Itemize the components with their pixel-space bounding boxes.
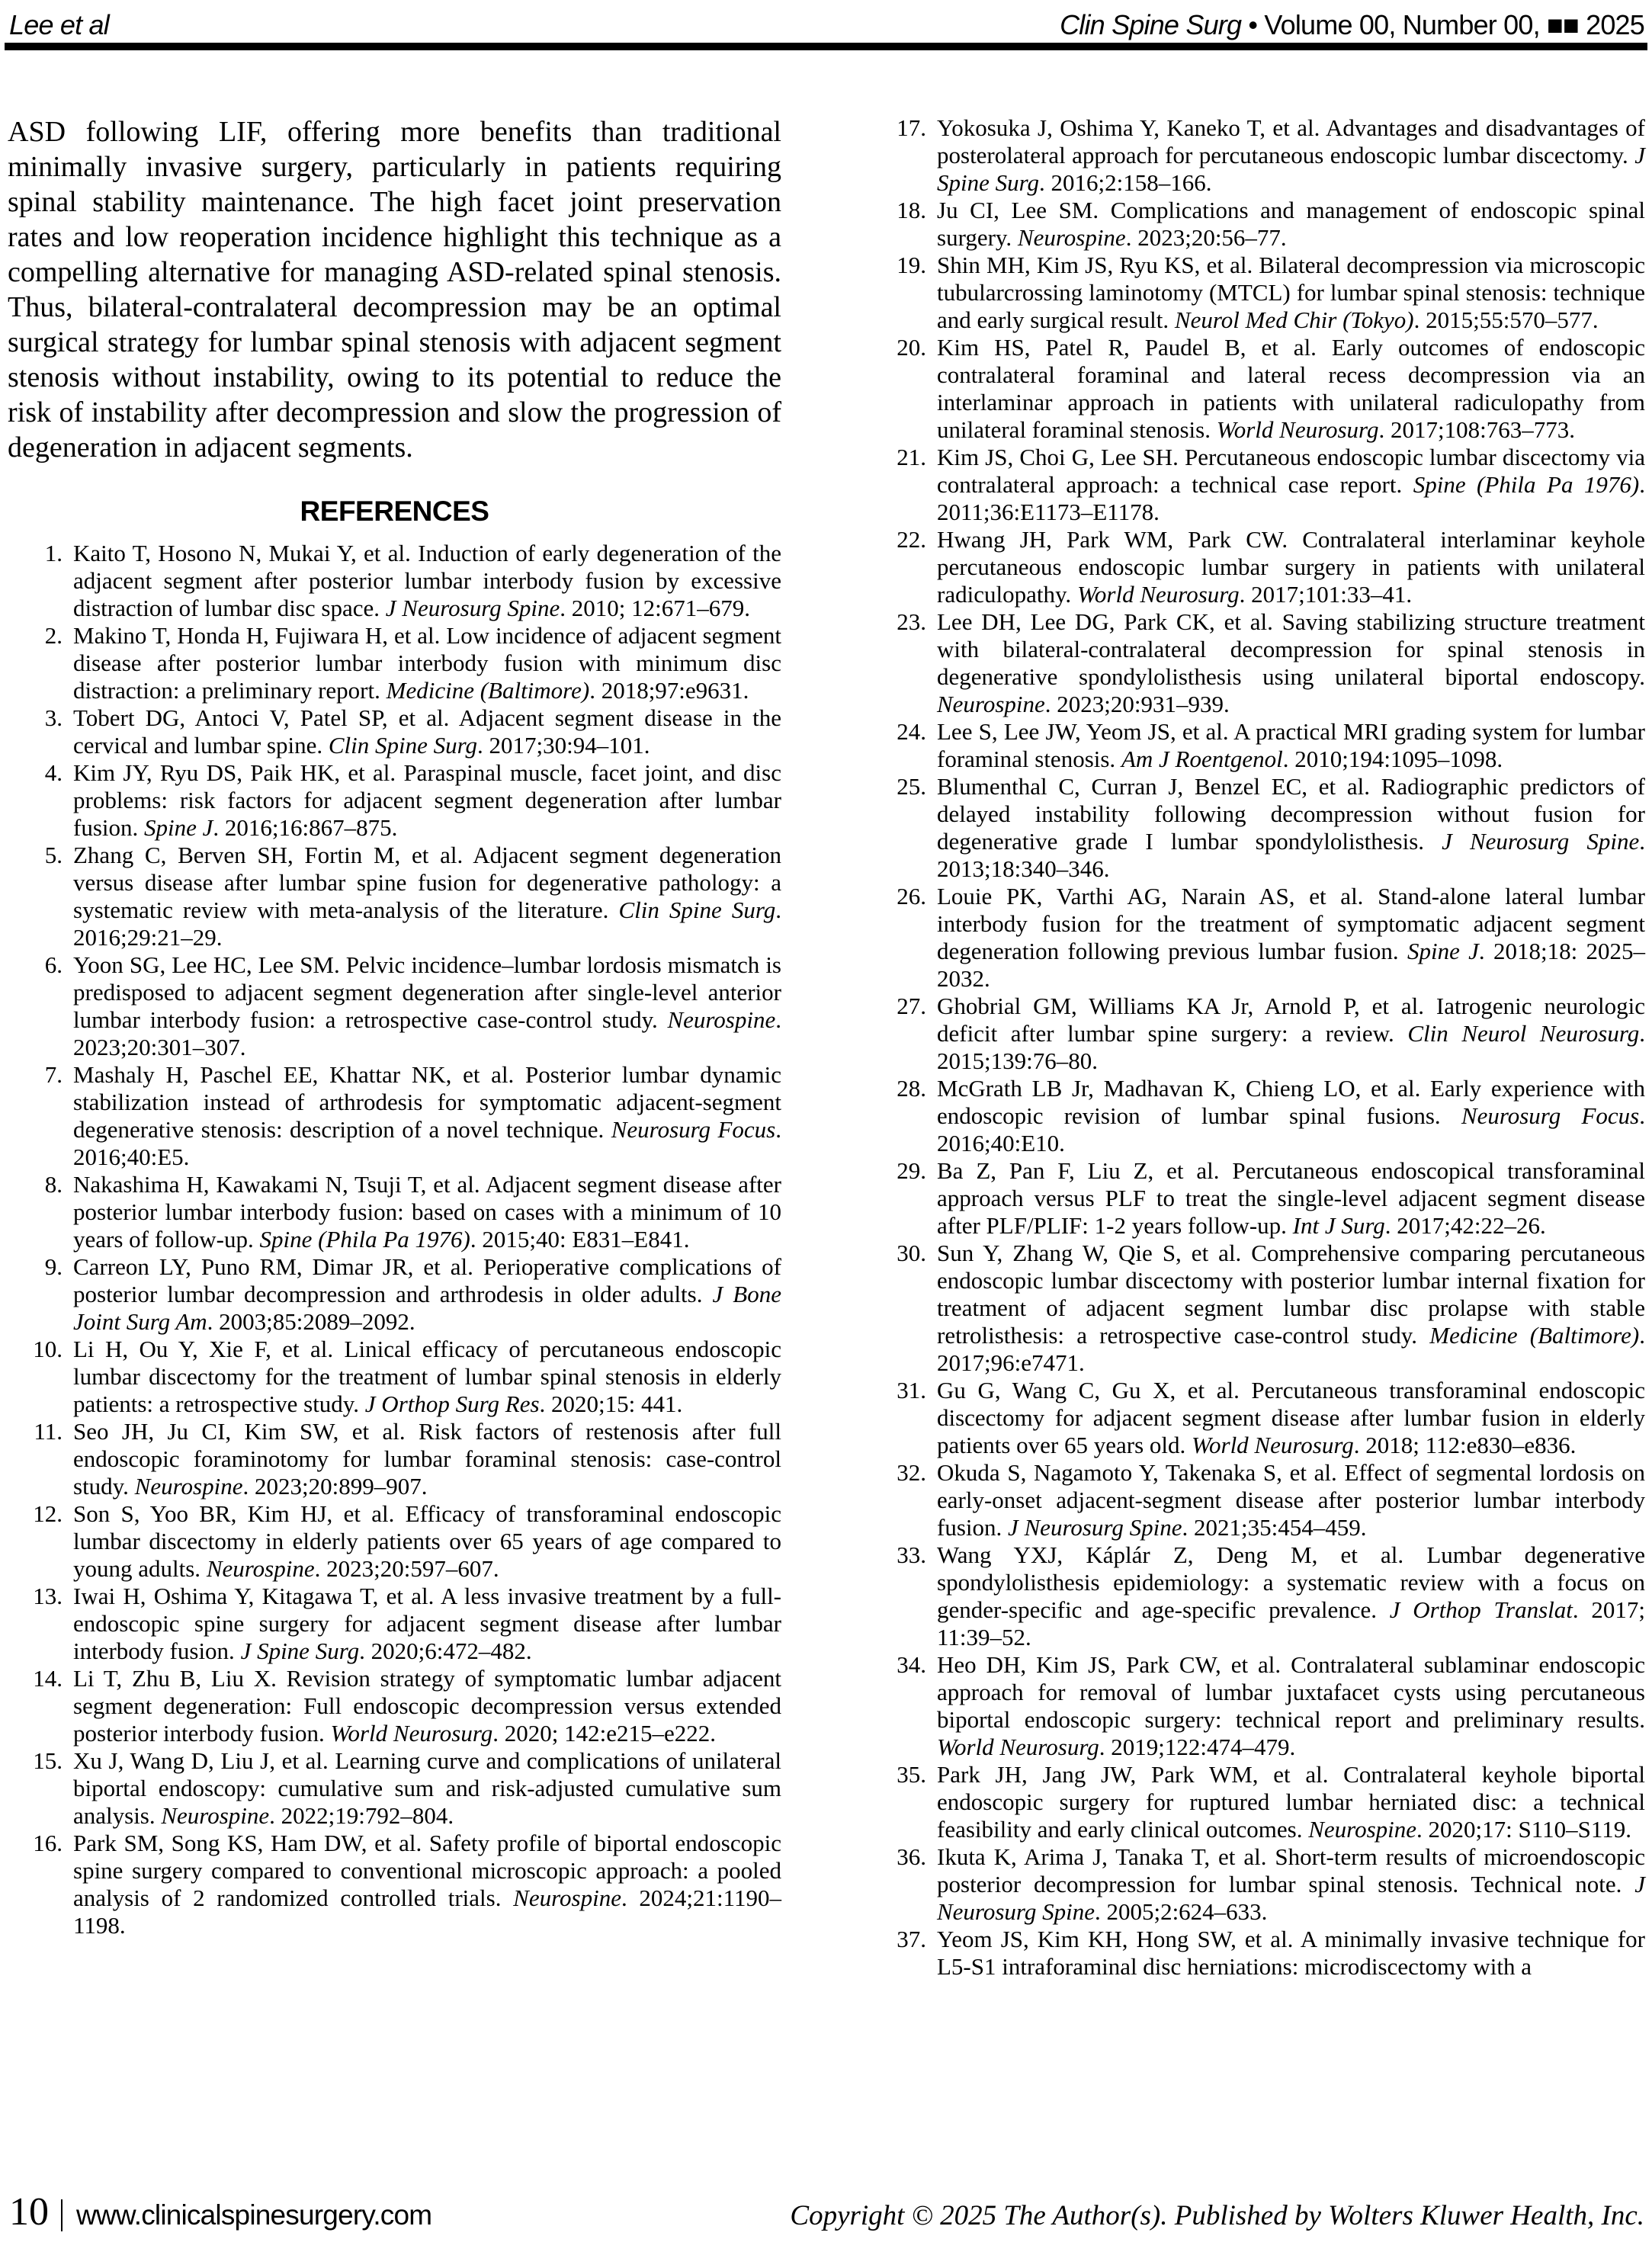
copyright-text: Copyright © 2025 The Author(s). Published by Wolters Kluwer Health, Inc. xyxy=(790,2200,1644,2231)
reference-number: 24. xyxy=(897,718,926,745)
reference-item xyxy=(8,1830,781,1939)
reference-number: 1. xyxy=(44,540,63,566)
right-column xyxy=(871,114,1645,1981)
journal-website-url: www.clinicalspinesurgery.com xyxy=(76,2199,432,2231)
reference-text: Li H, Ou Y, Xie F, et al. Linical efficacy of percutaneous endoscopic lumbar discectomy for the treatment of lumbar spinal stenosis in elderly patients: a retrospective study. J Orthop Surg Res. 2020;15: 441. xyxy=(73,1336,781,1417)
reference-item xyxy=(871,1377,1645,1459)
reference-number: 8. xyxy=(44,1171,63,1198)
reference-item xyxy=(8,1171,781,1253)
reference-number: 28. xyxy=(897,1075,926,1102)
reference-item xyxy=(8,1253,781,1336)
reference-number: 29. xyxy=(897,1157,926,1184)
reference-item xyxy=(8,951,781,1061)
reference-item xyxy=(8,540,781,622)
reference-text: Kaito T, Hosono N, Mukai Y, et al. Induction of early degeneration of the adjacent segment after posterior lumbar interbody fusion by excessive distraction of lumbar disc space. J Neurosurg Spine. 2010; 12:671–679. xyxy=(73,540,781,621)
reference-number: 17. xyxy=(897,114,926,141)
left-column xyxy=(8,114,781,1981)
reference-text: Kim HS, Patel R, Paudel B, et al. Early outcomes of endoscopic contralateral foraminal and lateral recess decompression via an interlaminar approach in patients with unilateral radiculopathy from unilateral foraminal stenosis. World Neurosurg. 2017;108:763–773. xyxy=(937,334,1645,443)
reference-text: Yoon SG, Lee HC, Lee SM. Pelvic incidence–lumbar lordosis mismatch is predisposed to adjacent segment degeneration after single-level anterior lumbar interbody fusion: a retrospective case-control study. Neurospine. 2023;20:301–307. xyxy=(73,951,781,1060)
reference-item xyxy=(8,1747,781,1830)
two-column-body xyxy=(8,114,1645,1981)
reference-number: 26. xyxy=(897,883,926,909)
reference-text: Shin MH, Kim JS, Ryu KS, et al. Bilateral decompression via microscopic tubularcrossing laminotomy (MTCL) for lumbar spinal stenosis: technique and early surgical result. Neurol Med Chir (Tokyo). 2015;55:570–577. xyxy=(937,252,1645,333)
reference-item xyxy=(871,1459,1645,1541)
reference-number: 18. xyxy=(897,197,926,223)
reference-item xyxy=(8,842,781,951)
reference-text: Xu J, Wang D, Liu J, et al. Learning curve and complications of unilateral biportal endoscopy: cumulative sum and risk-adjusted cumulative sum analysis. Neurospine. 2022;19:792–804. xyxy=(73,1747,781,1829)
page-header xyxy=(9,9,1644,41)
reference-text: Son S, Yoo BR, Kim HJ, et al. Efficacy of transforaminal endoscopic lumbar discectomy in elderly patients over 65 years of age compared to young adults. Neurospine. 2023;20:597–607. xyxy=(73,1500,781,1582)
reference-item xyxy=(871,1843,1645,1926)
reference-number: 12. xyxy=(33,1500,63,1527)
reference-item xyxy=(871,1075,1645,1157)
reference-number: 21. xyxy=(897,444,926,470)
reference-item xyxy=(8,622,781,704)
reference-item xyxy=(871,1157,1645,1240)
reference-item xyxy=(871,197,1645,252)
reference-number: 10. xyxy=(33,1336,63,1362)
footer-divider xyxy=(61,2199,63,2231)
reference-text: Mashaly H, Paschel EE, Khattar NK, et al. Posterior lumbar dynamic stabilization instead of arthrodesis for symptomatic adjacent-segment degenerative stenosis: description of a novel technique. Neurosurg Focus. 2016;40:E5. xyxy=(73,1061,782,1170)
reference-text: Yeom JS, Kim KH, Hong SW, et al. A minimally invasive technique for L5-S1 intraforaminal disc herniations: microdiscectomy with a xyxy=(937,1926,1645,1980)
page-number: 10 xyxy=(9,2190,49,2234)
reference-list-left xyxy=(8,540,781,1939)
reference-text: Ikuta K, Arima J, Tanaka T, et al. Short-term results of microendoscopic posterior decompression for lumbar spinal stenosis. Technical note. J Neurosurg Spine. 2005;2:624–633. xyxy=(937,1843,1645,1925)
reference-item xyxy=(871,1240,1645,1377)
reference-number: 33. xyxy=(897,1541,926,1568)
reference-number: 30. xyxy=(897,1240,926,1266)
reference-number: 5. xyxy=(44,842,63,868)
reference-number: 3. xyxy=(44,704,63,731)
reference-number: 15. xyxy=(33,1747,63,1774)
reference-item xyxy=(8,1336,781,1418)
reference-item xyxy=(8,1500,781,1583)
reference-text: McGrath LB Jr, Madhavan K, Chieng LO, et al. Early experience with endoscopic revision of lumbar spinal fusions. Neurosurg Focus. 2016;40:E10. xyxy=(937,1075,1645,1156)
reference-item xyxy=(871,114,1645,197)
reference-number: 32. xyxy=(897,1459,926,1486)
reference-number: 25. xyxy=(897,773,926,800)
reference-item xyxy=(871,993,1645,1075)
reference-number: 11. xyxy=(34,1418,63,1445)
reference-item xyxy=(871,1761,1645,1843)
reference-number: 35. xyxy=(897,1761,926,1788)
reference-text: Lee S, Lee JW, Yeom JS, et al. A practical MRI grading system for lumbar foraminal stenosis. Am J Roentgenol. 2010;194:1095–1098. xyxy=(937,718,1645,772)
reference-item xyxy=(871,1541,1645,1651)
references-heading: REFERENCES xyxy=(300,496,489,527)
reference-list-right xyxy=(871,114,1645,1981)
reference-text: Makino T, Honda H, Fujiwara H, et al. Low incidence of adjacent segment disease after posterior lumbar interbody fusion with minimum disc distraction: a preliminary report. Medicine (Baltimore). 2018;97:e9631. xyxy=(73,622,781,704)
reference-number: 23. xyxy=(897,608,926,635)
reference-item xyxy=(871,1651,1645,1761)
reference-item xyxy=(871,773,1645,883)
reference-text: Carreon LY, Puno RM, Dimar JR, et al. Perioperative complications of posterior lumbar decompression and arthrodesis in older adults. J Bone Joint Surg Am. 2003;85:2089–2092. xyxy=(73,1253,781,1335)
reference-text: Park JH, Jang JW, Park WM, et al. Contralateral keyhole biportal endoscopic surgery for ruptured lumbar herniated disc: a technical feasibility and early clinical outcomes. Neurospine. 2020;17: S110–S119. xyxy=(937,1761,1645,1843)
reference-item xyxy=(871,252,1645,334)
reference-text: Louie PK, Varthi AG, Narain AS, et al. Stand-alone lateral lumbar interbody fusion for the treatment of symptomatic adjacent segment degeneration following previous lumbar fusion. Spine J. 2018;18: 2025–2032. xyxy=(937,883,1645,992)
reference-text: Yokosuka J, Oshima Y, Kaneko T, et al. Advantages and disadvantages of posterolateral approach for percutaneous endoscopic lumbar discectomy. J Spine Surg. 2016;2:158–166. xyxy=(937,114,1645,196)
reference-item xyxy=(871,718,1645,773)
reference-item xyxy=(871,526,1645,608)
reference-number: 4. xyxy=(44,759,63,786)
reference-item xyxy=(871,608,1645,718)
reference-text: Blumenthal C, Curran J, Benzel EC, et al. Radiographic predictors of delayed instability following decompression without fusion for degenerative grade I lumbar spondylolisthesis. J Neurosurg Spine. 2013;18:340–346. xyxy=(937,773,1645,882)
reference-item xyxy=(8,1665,781,1747)
reference-item xyxy=(8,1061,781,1171)
reference-text: Nakashima H, Kawakami N, Tsuji T, et al. Adjacent segment disease after posterior lumbar interbody fusion: based on cases with a minimum of 10 years of follow-up. Spine (Phila Pa 1976). 2015;40: E831–E841. xyxy=(73,1171,781,1253)
reference-text: Zhang C, Berven SH, Fortin M, et al. Adjacent segment degeneration versus disease after lumbar spine fusion for degenerative pathology: a systematic review with meta-analysis of the literature. Clin Spine Surg. 2016;29:21–29. xyxy=(73,842,781,951)
reference-text: Sun Y, Zhang W, Qie S, et al. Comprehensive comparing percutaneous endoscopic lumbar discectomy with posterior lumbar internal fixation for treatment of adjacent segment lumbar disc prolapse with stable retrolisthesis: a retrospective case-control study. Medicine (Baltimore). 2017;96:e7471. xyxy=(937,1240,1646,1376)
reference-text: Kim JS, Choi G, Lee SH. Percutaneous endoscopic lumbar discectomy via contralateral approach: a technical case report. Spine (Phila Pa 1976). 2011;36:E1173–E1178. xyxy=(937,444,1645,525)
reference-item xyxy=(8,704,781,759)
reference-text: Park SM, Song KS, Ham DW, et al. Safety profile of biportal endoscopic spine surgery compared to conventional microscopic approach: a pooled analysis of 2 randomized controlled trials. Neurospine. 2024;21:1190–1198. xyxy=(73,1830,781,1939)
reference-text: Iwai H, Oshima Y, Kitagawa T, et al. A less invasive treatment by a full-endoscopic spine surgery for adjacent segment disease after lumbar interbody fusion. J Spine Surg. 2020;6:472–482. xyxy=(73,1583,781,1664)
reference-number: 9. xyxy=(44,1253,63,1280)
reference-item xyxy=(8,1418,781,1500)
reference-number: 2. xyxy=(44,622,63,649)
footer-left xyxy=(9,2189,431,2234)
reference-number: 6. xyxy=(44,951,63,978)
reference-text: Heo DH, Kim JS, Park CW, et al. Contralateral sublaminar endoscopic approach for removal of lumbar juxtafacet cysts using percutaneous biportal endoscopic surgery: technical report and preliminary results. World Neurosurg. 2019;122:474–479. xyxy=(937,1651,1645,1760)
reference-text: Wang YXJ, Káplár Z, Deng M, et al. Lumbar degenerative spondylolisthesis epidemiology: a systematic review with a focus on gender-specific and age-specific prevalence. J Orthop Translat. 2017; 11:39–52. xyxy=(937,1541,1645,1650)
reference-number: 36. xyxy=(897,1843,926,1870)
reference-number: 31. xyxy=(897,1377,926,1403)
reference-number: 7. xyxy=(44,1061,63,1088)
reference-number: 19. xyxy=(897,252,926,278)
reference-number: 14. xyxy=(33,1665,63,1692)
reference-text: Lee DH, Lee DG, Park CK, et al. Saving stabilizing structure treatment with bilateral-contralateral decompression for spinal stenosis in degenerative spondylolisthesis using unilateral biportal endoscopy. Neurospine. 2023;20:931–939. xyxy=(937,608,1645,717)
reference-text: Ghobrial GM, Williams KA Jr, Arnold P, et al. Iatrogenic neurologic deficit after lumbar spine surgery: a review. Clin Neurol Neurosurg. 2015;139:76–80. xyxy=(937,993,1645,1074)
reference-item xyxy=(871,1926,1645,1981)
reference-number: 27. xyxy=(897,993,926,1019)
reference-text: Hwang JH, Park WM, Park CW. Contralateral interlaminar keyhole percutaneous endoscopic lumbar surgery in patients with unilateral radiculopathy. World Neurosurg. 2017;101:33–41. xyxy=(937,526,1645,608)
reference-text: Gu G, Wang C, Gu X, et al. Percutaneous transforaminal endoscopic discectomy for adjacent segment disease after lumbar fusion in elderly patients over 65 years old. World Neurosurg. 2018; 112:e830–e836. xyxy=(937,1377,1645,1458)
running-head-authors: Lee et al xyxy=(9,9,109,40)
reference-item xyxy=(8,1583,781,1665)
header-rule xyxy=(5,43,1647,50)
running-head-journal: Clin Spine Surg • Volume 00, Number 00, ■■ 2025 xyxy=(1060,9,1644,40)
reference-number: 16. xyxy=(33,1830,63,1856)
reference-number: 34. xyxy=(897,1651,926,1678)
reference-number: 13. xyxy=(33,1583,63,1609)
reference-text: Okuda S, Nagamoto Y, Takenaka S, et al. Effect of segmental lordosis on early-onset adjacent-segment disease after posterior lumbar interbody fusion. J Neurosurg Spine. 2021;35:454–459. xyxy=(937,1459,1645,1541)
reference-text: Ju CI, Lee SM. Complications and management of endoscopic spinal surgery. Neurospine. 2023;20:56–77. xyxy=(937,197,1645,251)
reference-number: 20. xyxy=(897,334,926,361)
reference-item xyxy=(871,444,1645,526)
reference-item xyxy=(871,334,1645,444)
reference-item xyxy=(8,759,781,842)
intro-paragraph: ASD following LIF, offering more benefits than traditional minimally invasive surgery, particularly in patients requiring spinal stability maintenance. The high facet joint preservation rates and low reoperation incidence highlight this technique as a compelling alternative for managing ASD-related spinal stenosis. Thus, bilateral-contralateral decompression may be an optimal surgical strategy for lumbar spinal stenosis with adjacent segment stenosis without instability, owing to its potential to reduce the risk of instability after decompression and slow the progression of degeneration in adjacent segments. xyxy=(8,116,781,464)
reference-text: Li T, Zhu B, Liu X. Revision strategy of symptomatic lumbar adjacent segment degeneration: Full endoscopic decompression versus extended posterior interbody fusion. World Neurosurg. 2020; 142:e215–e222. xyxy=(73,1665,781,1747)
reference-number: 37. xyxy=(897,1926,926,1952)
page-footer xyxy=(9,2189,1644,2234)
reference-number: 22. xyxy=(897,526,926,553)
reference-text: Kim JY, Ryu DS, Paik HK, et al. Paraspinal muscle, facet joint, and disc problems: risk factors for adjacent segment degeneration after lumbar fusion. Spine J. 2016;16:867–875. xyxy=(73,759,781,841)
reference-item xyxy=(871,883,1645,993)
reference-text: Tobert DG, Antoci V, Patel SP, et al. Adjacent segment disease in the cervical and lumbar spine. Clin Spine Surg. 2017;30:94–101. xyxy=(73,704,781,759)
reference-text: Seo JH, Ju CI, Kim SW, et al. Risk factors of restenosis after full endoscopic foraminotomy for lumbar foraminal stenosis: case-control study. Neurospine. 2023;20:899–907. xyxy=(73,1418,781,1500)
reference-text: Ba Z, Pan F, Liu Z, et al. Percutaneous endoscopical transforaminal approach versus PLF to treat the single-level adjacent segment disease after PLF/PLIF: 1-2 years follow-up. Int J Surg. 2017;42:22–26. xyxy=(937,1157,1645,1239)
